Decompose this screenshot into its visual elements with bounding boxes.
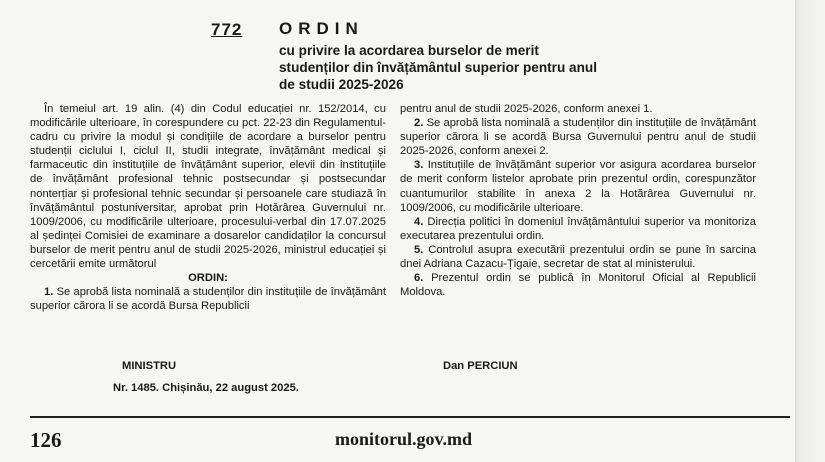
act-title: ORDIN: [279, 19, 364, 38]
article-text: Se aprobă lista nominală a studenților din instituțiile de învățământ superior cărora li se acordă Bursa Republicii: [30, 286, 386, 313]
article-text: Se aprobă lista nominală a studenților din instituțiile de învățământ superior cărora li se acordă Bursa Guvernului pentru anul de studii 2025-2026, conform anexei 2.: [400, 117, 756, 158]
article-paragraph: [30, 285, 386, 313]
article-paragraph: [400, 215, 756, 243]
article-number: 3.: [414, 159, 424, 172]
article-text: Instituțiile de învățământ superior vor asigura acordarea burselor de merit conform listelor aprobate prin prezentul ordin, corespunzător cuantumurilor stabilite în anexa 2 la Hotărârea Guvernului nr. 1009/2006, cu modificările ulterioare.: [400, 159, 757, 214]
act-reference: Nr. 1485. Chișinău, 22 august 2025.: [113, 382, 299, 394]
subtitle-line: studenților din învățământul superior pentru anul: [279, 60, 597, 75]
signature-role: MINISTRU: [122, 360, 177, 372]
article-number: 2.: [414, 117, 424, 130]
footer-divider: [30, 416, 790, 418]
article-paragraph: [400, 271, 756, 299]
article-text: Prezentul ordin se publică în Monitorul Oficial al Republicii Moldova.: [400, 272, 756, 299]
page-number: 126: [30, 428, 62, 452]
article-continuation: pentru anul de studii 2025-2026, conform anexei 1.: [400, 103, 653, 115]
subtitle-line: cu privire la acordarea burselor de merit: [279, 43, 539, 58]
ordin-label: ORDIN:: [188, 272, 228, 285]
act-number: 772: [211, 20, 243, 39]
signature-name: Dan PERCIUN: [443, 360, 518, 372]
left-column: [30, 102, 386, 313]
article-paragraph: [400, 158, 756, 214]
article-number: 5.: [414, 243, 424, 256]
page-edge-shadow: [795, 0, 825, 462]
act-subtitle: [279, 42, 709, 93]
article-paragraph: [400, 243, 756, 271]
preamble-paragraph: În temeiul art. 19 alin. (4) din Codul educației nr. 152/2014, cu modificările ulterioare, în corespundere cu pct. 22-23 din Regulamentul-cadru cu privire la modul și condițiile de acordare a burselor pentru studenții ciclului I, ciclul II, studii integrate, învățământ medical și farmaceutic din instituțiile de învățământ superior, elevii din instituțiile de învățământ profesional tehnic postsecundar și postsecundar nonterțiar și profesional tehnic secundar și persoanele care studiază în învățământul postuniversitar, aprobat prin Hotărârea Guvernului nr. 1009/2006, cu modificările ulterioare, procesului-verbal din 17.07.2025 al ședinței Comisiei de examinare a dosarelor candidaților la concursul burselor de merit pentru anul de studii 2025-2026, ministrul educației și cercetării emite următorul: [30, 103, 386, 271]
article-number: 1.: [44, 286, 54, 299]
article-number: 4.: [414, 215, 424, 228]
article-number: 6.: [414, 272, 424, 285]
article-text: Controlul asupra executării prezentului ordin se pune în sarcina dnei Adriana Cazacu-Țigaie, secretar de stat al ministerului.: [400, 243, 756, 271]
article-text: Direcția politici în domeniul învățământului superior va monitoriza executarea prezentului ordin.: [400, 215, 756, 242]
right-column: [400, 102, 756, 299]
footer-site: monitorul.gov.md: [335, 429, 473, 449]
subtitle-line: de studii 2025-2026: [279, 77, 404, 92]
article-paragraph: [400, 116, 756, 158]
